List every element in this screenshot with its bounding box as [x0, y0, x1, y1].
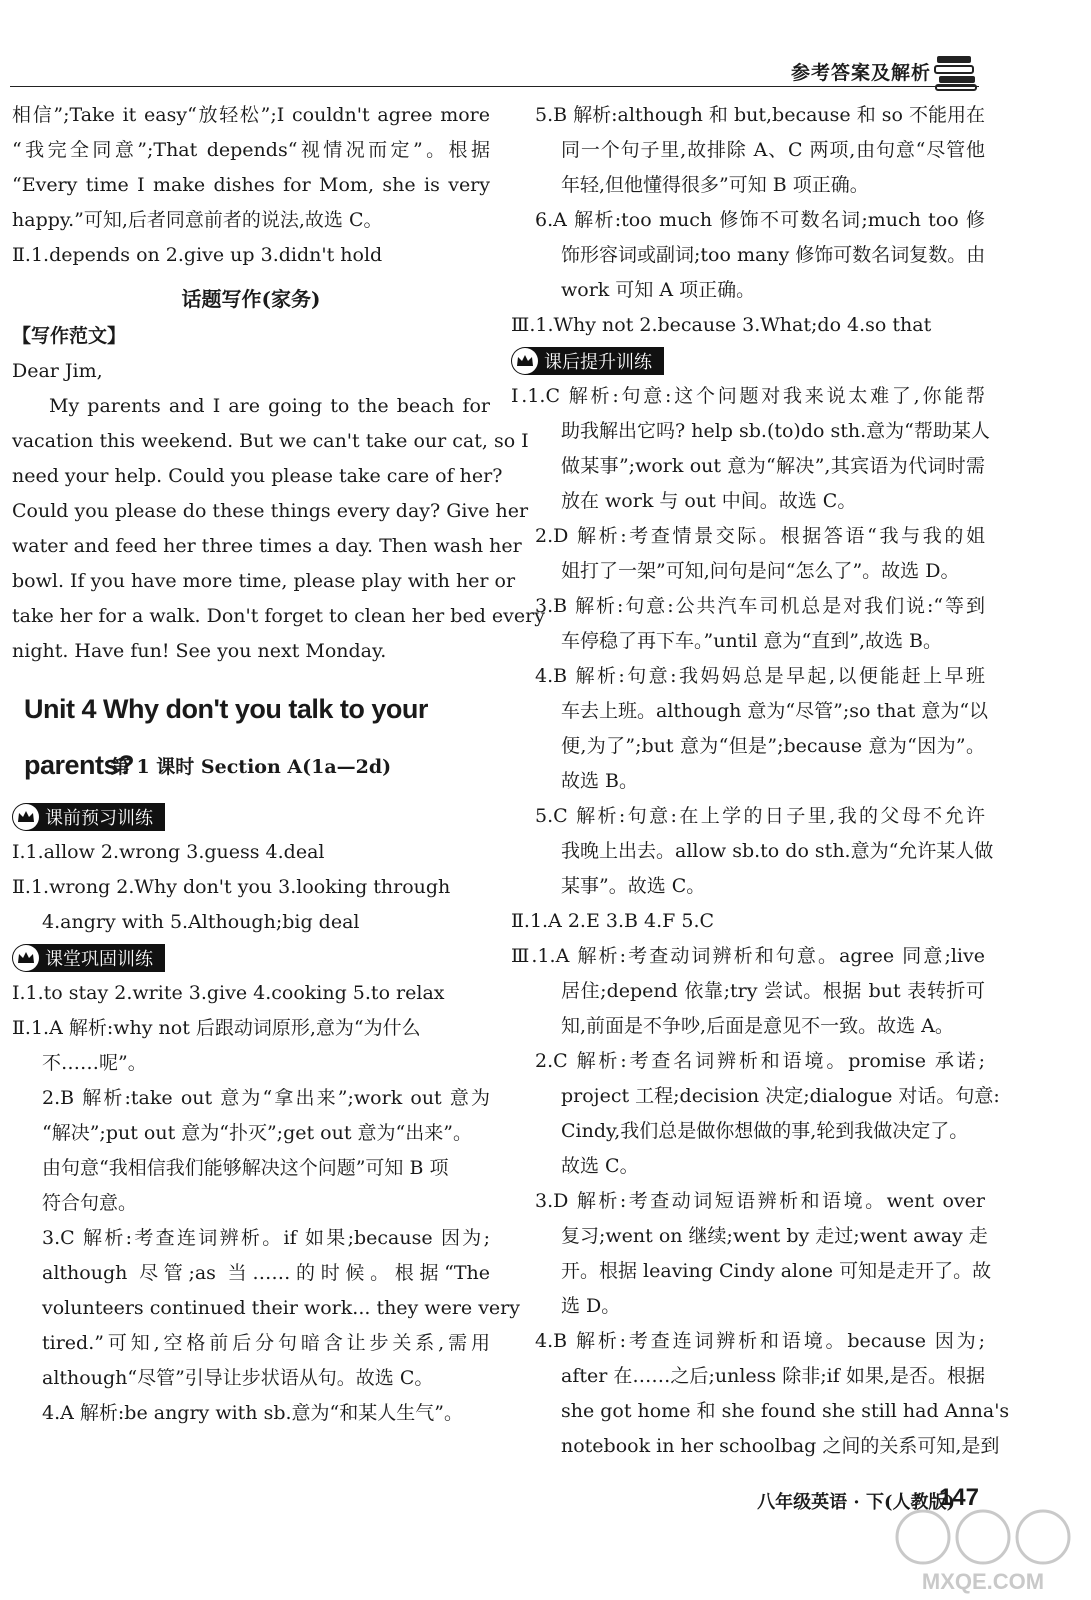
answer-line: 6.A 解析:too much 修饰不可数名词;much too 修 — [535, 209, 985, 231]
section-ii-answers: Ⅱ.1.depends on 2.give up 3.didn't hold — [12, 244, 383, 266]
answer-line: 不……呢”。 — [42, 1052, 147, 1074]
letter-line: Could you please do these things every day? Give her — [12, 500, 529, 522]
answer-line: 车去上班。although 意为“尽管”;so that 意为“以 — [561, 700, 989, 722]
text-line: “Every time I make dishes for Mom, she is very — [12, 174, 490, 196]
answer-line: Ⅱ.1.A 2.E 3.B 4.F 5.C — [511, 910, 715, 932]
crown-icon — [13, 945, 39, 971]
section-banner-after — [511, 347, 664, 375]
letter-greeting: Dear Jim, — [12, 360, 103, 382]
answer-line: 3.C 解析:考查连词辨析。if 如果;because 因为; — [42, 1227, 490, 1249]
text-line: 相信”;Take it easy“放轻松”;I couldn't agree more — [12, 104, 490, 126]
header-rule — [10, 86, 979, 87]
answer-line: 同一个句子里,故排除 A、C 两项,由句意“尽管他 — [561, 139, 985, 161]
answer-line: 2.B 解析:take out 意为“拿出来”;work out 意为 — [42, 1087, 490, 1109]
letter-line: My parents and I are going to the beach for — [49, 395, 490, 417]
answer-line: 由句意“我相信我们能够解决这个问题”可知 B 项 — [42, 1157, 449, 1179]
answer-line: 便,为了”;but 意为“但是”;because 意为“因为”。 — [561, 735, 985, 757]
answer-line: she got home 和 she found she still had Anna's — [561, 1400, 1010, 1422]
right-column — [511, 98, 1010, 1464]
letter-line: take her for a walk. Don't forget to clean her bed every — [12, 605, 545, 627]
answer-line: Ⅰ.1.to stay 2.write 3.give 4.cooking 5.to relax — [12, 982, 445, 1004]
answer-line: volunteers continued their work... they were very — [42, 1297, 520, 1319]
answer-line: 知,前面是不争吵,后面是意见不一致。故选 A。 — [561, 1015, 954, 1037]
letter-line: night. Have fun! See you next Monday. — [12, 640, 387, 662]
watermark-text: MXQE.COM — [921, 1569, 1045, 1594]
answer-line: 4.B 解析:句意:我妈妈总是早起,以便能赶上早班 — [535, 665, 985, 687]
answer-line: 复习;went on 继续;went by 走过;went away 走 — [561, 1225, 988, 1247]
answer-line: tired.”可知,空格前后分句暗含让步关系,需用 — [42, 1332, 490, 1354]
answer-line: Ⅱ.1.wrong 2.Why don't you 3.looking through — [12, 876, 451, 898]
answer-line: 姐打了一架”可知,问句是问“怎么了”。故选 D。 — [561, 560, 960, 582]
answer-line: although“尽管”引导让步状语从句。故选 C。 — [42, 1367, 434, 1389]
answer-line: 饰形容词或副词;too many 修饰可数名词复数。由 — [561, 244, 986, 266]
crown-icon — [13, 804, 39, 830]
answer-line: 符合句意。 — [42, 1192, 138, 1214]
answer-line: “解决”;put out 意为“扑灭”;get out 意为“出来”。 — [42, 1122, 472, 1144]
answer-line: Ⅲ.1.A 解析:考查动词辨析和句意。agree 同意;live — [511, 945, 985, 967]
answer-line: 2.D 解析:考查情景交际。根据答语“我与我的姐 — [535, 525, 985, 547]
answer-line: Cindy,我们总是做你想做的事,轮到我做决定了。 — [561, 1120, 969, 1142]
banner-label: 课后提升训练 — [544, 352, 652, 373]
answer-line: 4.angry with 5.Although;big deal — [42, 911, 360, 933]
banner-label: 课堂巩固训练 — [45, 949, 153, 970]
sample-essay-label: 【写作范文】 — [12, 325, 127, 347]
running-header-title: 参考答案及解析 — [790, 62, 931, 84]
page-number: 147 — [938, 1484, 979, 1511]
answer-line: Ⅰ.1.C 解析:句意:这个问题对我来说太难了,你能帮 — [511, 385, 985, 407]
letter-line: vacation this weekend. But we can't take our cat, so I — [12, 430, 529, 452]
answer-line: 4.A 解析:be angry with sb.意为“和某人生气”。 — [42, 1402, 463, 1424]
footer-book-title: 八年级英语 · 下(人教版) — [757, 1492, 955, 1513]
banner-label: 课前预习训练 — [45, 808, 153, 829]
answer-line: 年轻,但他懂得很多”可知 B 项正确。 — [561, 174, 869, 196]
letter-line: bowl. If you have more time, please play with her or — [12, 570, 516, 592]
topic-writing-title: 话题写作(家务) — [181, 287, 321, 311]
answer-line: 2.C 解析:考查名词辨析和语境。promise 承诺; — [535, 1050, 985, 1072]
text-line: “我完全同意”;That depends“视情况而定”。根据 — [12, 139, 490, 161]
answer-line: 故选 C。 — [561, 1155, 639, 1177]
letter-line: need your help. Could you please take care of her? — [12, 465, 503, 487]
answer-line: 助我解出它吗? help sb.(to)do sth.意为“帮助某人 — [561, 420, 990, 442]
letter-line: water and feed her three times a day. Then wash her — [12, 535, 522, 557]
text-line: happy.”可知,后者同意前者的说法,故选 C。 — [12, 209, 383, 231]
answer-line: although 尽管;as 当……的时候。根据“The — [42, 1262, 490, 1284]
answer-line: 选 D。 — [561, 1295, 621, 1317]
answer-line: 故选 B。 — [561, 770, 639, 792]
answer-line: 3.B 解析:句意:公共汽车司机总是对我们说:“等到 — [535, 595, 985, 617]
answer-line: Ⅱ.1.A 解析:why not 后跟动词原形,意为“为什么 — [12, 1017, 421, 1039]
answer-line: 放在 work 与 out 中间。故选 C。 — [561, 490, 857, 512]
section-banner-preview — [12, 803, 165, 831]
answer-line: 我晚上出去。allow sb.to do sth.意为“允许某人做 — [561, 840, 994, 862]
answer-line: Ⅰ.1.allow 2.wrong 3.guess 4.deal — [12, 841, 325, 863]
answer-line: 5.B 解析:although 和 but,because 和 so 不能用在 — [535, 104, 985, 126]
answer-line: work 可知 A 项正确。 — [561, 279, 756, 301]
answer-line: 某事”。故选 C。 — [561, 875, 706, 897]
crown-icon — [512, 348, 538, 374]
answer-line: 5.C 解析:句意:在上学的日子里,我的父母不允许 — [535, 805, 985, 827]
section-banner-class — [12, 944, 165, 972]
answer-line: 车停稳了再下车。”until 意为“直到”,故选 B。 — [561, 630, 942, 652]
unit-title: Unit 4 Why don't you talk to your parents? — [24, 694, 428, 780]
answer-line: 4.B 解析:考查连词辨析和语境。because 因为; — [535, 1330, 985, 1352]
left-column — [12, 98, 545, 1431]
answer-line: after 在……之后;unless 除非;if 如果,是否。根据 — [561, 1365, 985, 1387]
lesson-title: 第 1 课时 Section A(1a—2d) — [110, 756, 392, 778]
watermark-logo — [883, 1505, 1083, 1595]
answer-line: 开。根据 leaving Cindy alone 可知是走开了。故 — [561, 1260, 992, 1282]
answer-line: project 工程;decision 决定;dialogue 对话。句意: — [561, 1085, 1000, 1107]
answer-line: 3.D 解析:考查动词短语辨析和语境。went over — [535, 1190, 985, 1212]
answer-line: 居住;depend 依靠;try 尝试。根据 but 表转折可 — [561, 980, 985, 1002]
answer-line: notebook in her schoolbag 之间的关系可知,是到 — [561, 1435, 1000, 1457]
answer-line: 做某事”;work out 意为“解决”,其宾语为代词时需 — [561, 455, 985, 477]
section-iii-answers: Ⅲ.1.Why not 2.because 3.What;do 4.so that — [511, 314, 932, 336]
